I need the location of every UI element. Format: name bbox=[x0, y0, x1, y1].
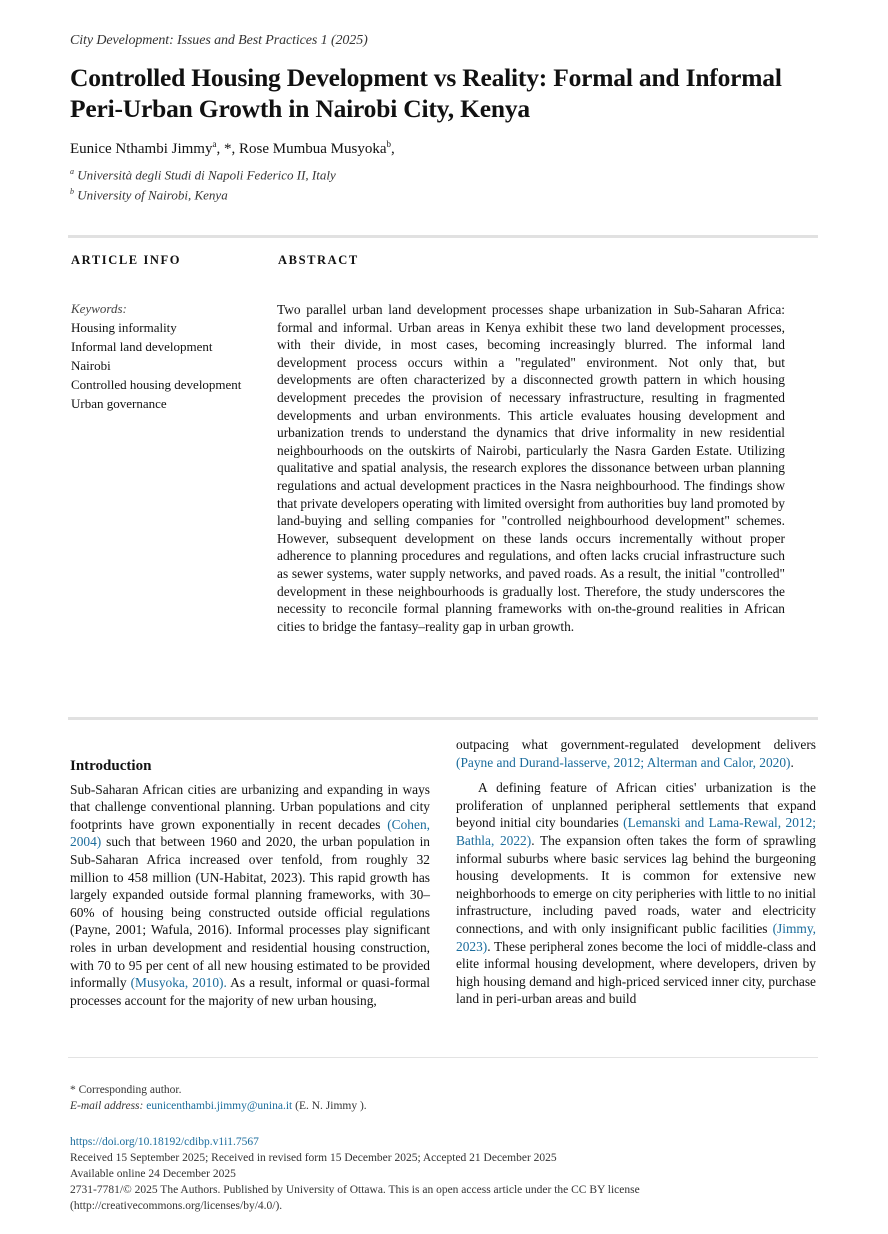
body-column-left bbox=[70, 736, 430, 1009]
license-url[interactable]: (http://creativecommons.org/licenses/by/4.0/). bbox=[70, 1200, 283, 1212]
author-list bbox=[70, 139, 395, 158]
keywords-list bbox=[71, 299, 241, 413]
keyword: Nairobi bbox=[71, 358, 111, 373]
citation-link[interactable]: (Jimmy, 2023) bbox=[456, 920, 816, 954]
paragraph-text: . The expansion often takes the form of sprawling informal suburbs where basic services lag behind the burgeoning housing developments. It is common for extensive new neighborhoods to emerge on city peripheries with little to no initial infrastructure, including paved roads, water and electricity connections, and with only insignificant public facilities bbox=[456, 832, 817, 936]
paragraph-text: As a result, informal or quasi-formal processes account for the majority of new urban housing, bbox=[70, 975, 431, 1008]
citation-link[interactable]: (Musyoka, 2010). bbox=[130, 975, 227, 991]
citation-link[interactable]: (Payne and Durand-lasserve, 2012; Alterman and Calor, 2020) bbox=[456, 754, 791, 770]
section-divider bbox=[68, 717, 818, 720]
author-separator: , bbox=[390, 141, 395, 157]
corresponding-author-note: * Corresponding author. bbox=[70, 1084, 182, 1096]
journal-running-head: City Development: Issues and Best Practices 1 (2025) bbox=[70, 33, 368, 48]
affiliation-text: Università degli Studi di Napoli Federico II, Italy bbox=[74, 167, 336, 183]
paragraph-text: outpacing what government-regulated development delivers bbox=[456, 737, 816, 752]
citation-link[interactable]: (Cohen, 2004) bbox=[70, 816, 430, 850]
abstract-heading: ABSTRACT bbox=[278, 253, 359, 267]
doi-link[interactable]: https://doi.org/10.18192/cdibp.v1i1.7567 bbox=[70, 1136, 259, 1148]
available-online: Available online 24 December 2025 bbox=[70, 1168, 236, 1180]
keyword: Urban governance bbox=[71, 396, 167, 411]
email-label: E-mail address: bbox=[70, 1100, 144, 1112]
keyword: Controlled housing development bbox=[71, 377, 242, 392]
license-statement: 2731-7781/© 2025 The Authors. Published by University of Ottawa. This is an open access article under the CC BY license bbox=[70, 1184, 640, 1196]
body-paragraph bbox=[456, 779, 816, 1008]
affiliation bbox=[70, 167, 336, 183]
author-name: Eunice Nthambi Jimmy bbox=[70, 141, 213, 157]
keyword: Housing informality bbox=[71, 320, 177, 335]
body-paragraph bbox=[456, 736, 816, 771]
keyword: Informal land development bbox=[71, 339, 213, 354]
author-affil-marker: b bbox=[386, 139, 391, 149]
keywords-label: Keywords: bbox=[71, 301, 127, 316]
paragraph-text: . bbox=[790, 754, 794, 770]
email-suffix: (E. N. Jimmy ). bbox=[292, 1100, 367, 1112]
paragraph-text: A defining feature of African cities' urbanization is the proliferation of unplanned peripheral settlements that expand beyond initial city boundaries bbox=[456, 780, 816, 831]
author-affil-marker: a bbox=[212, 139, 217, 149]
body-column-right bbox=[456, 736, 816, 1008]
section-divider bbox=[68, 235, 818, 238]
footnote bbox=[70, 1082, 367, 1114]
email-line bbox=[70, 1098, 367, 1114]
affiliation-text: University of Nairobi, Kenya bbox=[74, 187, 228, 203]
corresponding-marker: , *, bbox=[216, 141, 239, 157]
publication-info bbox=[70, 1134, 640, 1214]
author-name: Rose Mumbua Musyoka bbox=[238, 141, 387, 157]
affiliation-marker: b bbox=[70, 187, 74, 196]
received-dates: Received 15 September 2025; Received in revised form 15 December 2025; Accepted 21 December 2025 bbox=[70, 1152, 557, 1164]
affiliation bbox=[70, 187, 228, 203]
body-paragraph bbox=[70, 781, 430, 1010]
footnote-divider bbox=[68, 1057, 818, 1058]
paragraph-text: such that between 1960 and 2020, the urban population in Sub-Saharan Africa increased over tenfold, from roughly 32 million to 458 million (UN-Habitat, 2023). This rapid growth has largely expanded outside formal planning frameworks, with 30–60% of housing being constructed outside official regulations (Payne, 2001; Wafula, 2016). Informal processes play significant roles in urban development and residential housing construction, with 70 to 95 per cent of all new housing estimated to be provided informally bbox=[70, 834, 430, 991]
article-title: Controlled Housing Development vs Reality: Formal and Informal Peri-Urban Growth in Nairobi City, Kenya bbox=[70, 63, 782, 123]
email-link[interactable]: eunicenthambi.jimmy@unina.it bbox=[146, 1100, 293, 1112]
affiliation-marker: a bbox=[70, 167, 74, 176]
citation-link[interactable]: (Lemanski and Lama-Rewal, 2012; Bathla, 2022) bbox=[456, 815, 816, 848]
paragraph-text: Sub-Saharan African cities are urbanizing and expanding in ways that challenge conventional planning. Urban populations and city footprints have grown exponentially in recent decades bbox=[70, 781, 430, 832]
abstract-text: Two parallel urban land development processes shape urbanization in Sub-Saharan Africa: formal and informal. Urban areas in Kenya exhibit these two land development processes, with their divide, in most cases, becoming increasingly blurred. The informal land development process occurs within a "regulated" environment. Not only that, but developments are often characterized by a disconnected growth pattern in which housing development precedes the provision of necessary infrastructure, resulting in fragmented developments and urban environments. This article evaluates housing development and urbanization trends to understand the dynamics that drive informality in new residential neighbourhoods on the outskirts of Nairobi, particularly the Nasra Garden Estate. Utilizing qualitative and spatial analysis, the research explores the dissonance between urban planning regulations and actual development practices in the Nasra neighbourhood. The findings show that private developers operating with limited oversight from authorities buy land promoted by land-buying and selling companies for "controlled neighbourhood development" schemes. However, subsequent development on these lands occurs incrementally without proper adherence to planning procedures and regulations, and often lacks crucial infrastructure such as sewer systems, water supply networks, and paved roads. As a result, the initial "controlled" development in these neighbourhoods is gradually lost. Therefore, the study underscores the necessity to reconcile formal planning frameworks with on-the-ground realities in African cities to bridge the fantasy–reality gap in urban growth. bbox=[277, 302, 785, 634]
introduction-heading: Introduction bbox=[70, 758, 152, 774]
article-info-heading: ARTICLE INFO bbox=[71, 253, 182, 267]
paragraph-text: . These peripheral zones become the loci of middle-class and elite informal housing development, where developers, driven by high housing demand and high-priced serviced inner city, purchase land in peri-urban areas and build bbox=[456, 938, 816, 1007]
